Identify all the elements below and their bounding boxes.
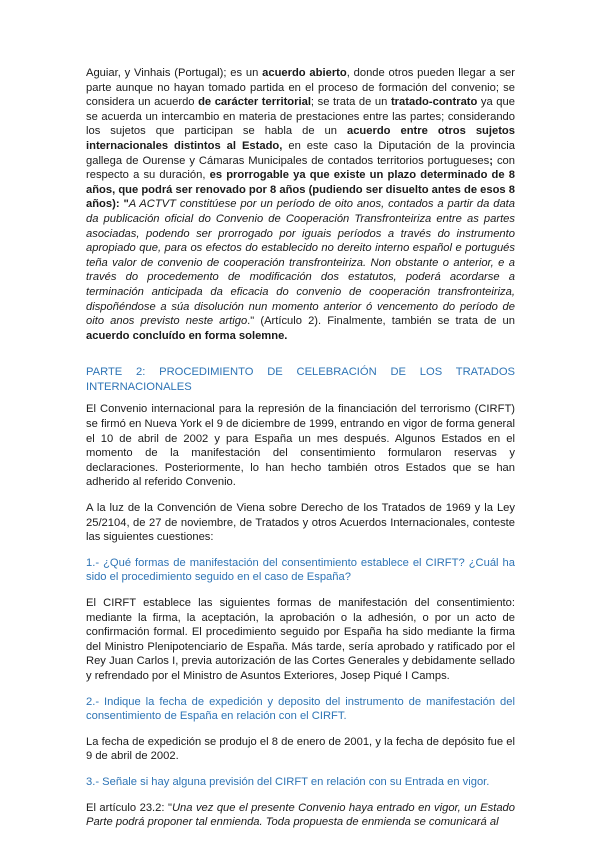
bold-run: acuerdo entre otros sujetos internacionales distintos al Estado, [86, 125, 515, 152]
paragraph-treaty-characteristics [86, 66, 515, 343]
text-run: Aguiar, y Vinhais (Portugal); es un [86, 67, 263, 79]
bold-run: tratado-contrato [390, 96, 478, 109]
paragraph-cirft-intro: El Convenio internacional para la represión de la financiación del terrorismo (CIRFT) se firmó en Nueva York el 9 de diciembre de 1999, entrando en vigor de forma general el 10 de abril de 2002 y para España un mes después. Algunos Estados en el momento de la manifestación del consentimiento formularon reservas y declaraciones. Posteriormente, lo han hecho también otros Estados que se han adherido al referido Convenio. [86, 403, 515, 489]
answer-1: El CIRFT establece las siguientes formas de manifestación del consentimiento: mediante la firma, la aceptación, la aprobación o la adhesión, o por un acto de confirmación formal. El procedimiento seguido por España ha sido mediante la firma del Ministro Plenipotenciario de España. Más tarde, sería aprobado y ratificado por el Rey Juan Carlos I, previa autorización de las Cortes Generales y debidamente sellado y refrendado por el Ministro de Asuntos Exteriores, Josep Piqué I Camps. [86, 597, 515, 682]
italic-quote: Una vez que el presente Convenio haya entrado en vigor, un Estado Parte podrá proponer tal enmienda. Toda propuesta de enmienda se comunicará al [86, 801, 515, 829]
bold-run: ; [489, 154, 497, 167]
text-run: ." (Artículo 2). Finalmente, también se trata de un [247, 315, 515, 328]
text-run: en este caso la Diputación de la provincia gallega de Ourense y Cámaras Municipales de contados territorios portugueses [86, 139, 515, 167]
text-run: con respecto a su duración, [86, 154, 515, 182]
question-2: 2.- Indique la fecha de expedición y deposito del instrumento de manifestación del consentimiento de España en relación con el CIRFT. [86, 695, 515, 723]
bold-run: acuerdo concluído en forma solemne. [86, 329, 288, 342]
text-run: El artículo 23.2: " [86, 801, 172, 814]
question-3: 3.- Señale si hay alguna previsión del CIRFT en relación con su Entrada en vigor. [86, 775, 490, 788]
bold-run: es prorrogable ya que existe un plazo determinado de 8 años, que podrá ser renovado por 8 años (pudiendo ser disuelto antes de esos 8 años): " [86, 169, 515, 211]
text-run: , donde otros pueden llegar a ser parte aunque no hayan tomado partida en el proceso de formación del convenio; se considera un acuerdo [86, 67, 515, 109]
bold-run: de carácter territorial [198, 96, 311, 109]
paragraph-instructions: A la luz de la Convención de Viena sobre Derecho de los Tratados de 1969 y la Ley 25/2104, de 27 de noviembre, de Tratados y otros Acuerdos Internacionales, conteste las siguientes cuestiones: [86, 502, 515, 544]
italic-quote: A ACTVT constitúese por un período de oito anos, contados a partir da data da publicación oficial do Convenio de Cooperación Transfronteiriza entre as partes asociadas, podendo ser prorrogado por iguais períodos a través do instrumento apropiado que, para os efectos do establecido no dereito interno español e portugués teña valor de convenio de cooperación transfronteiriza. Non obstante o anterior, e a través do procedemento de modificación dos estatutos, poderá acordarse a terminación anticipada da eficacia do convenio de cooperación transfronteiriza, dispoñéndose a súa disolución nun momento anterior ó vencemento do período de oito anos previsto neste artigo [86, 198, 515, 328]
answer-2: La fecha de expedición se produjo el 8 de enero de 2001, y la fecha de depósito fue el 9 de abril de 2002. [86, 735, 515, 763]
question-1: 1.- ¿Qué formas de manifestación del consentimiento establece el CIRFT? ¿Cuál ha sido el procedimiento seguido en el caso de España? [86, 556, 515, 584]
text-run: ; se trata de un [310, 96, 391, 109]
bold-run: acuerdo abierto [262, 67, 347, 79]
text-run: ya que se acuerda un intercambio en materia de prestaciones entre las partes; considerando los sujetos que participan se habla de un [86, 96, 515, 138]
answer-3 [86, 801, 515, 830]
section-heading: PARTE 2: PROCEDIMIENTO DE CELEBRACIÓN DE LOS TRATADOS INTERNACIONALES [86, 366, 515, 393]
